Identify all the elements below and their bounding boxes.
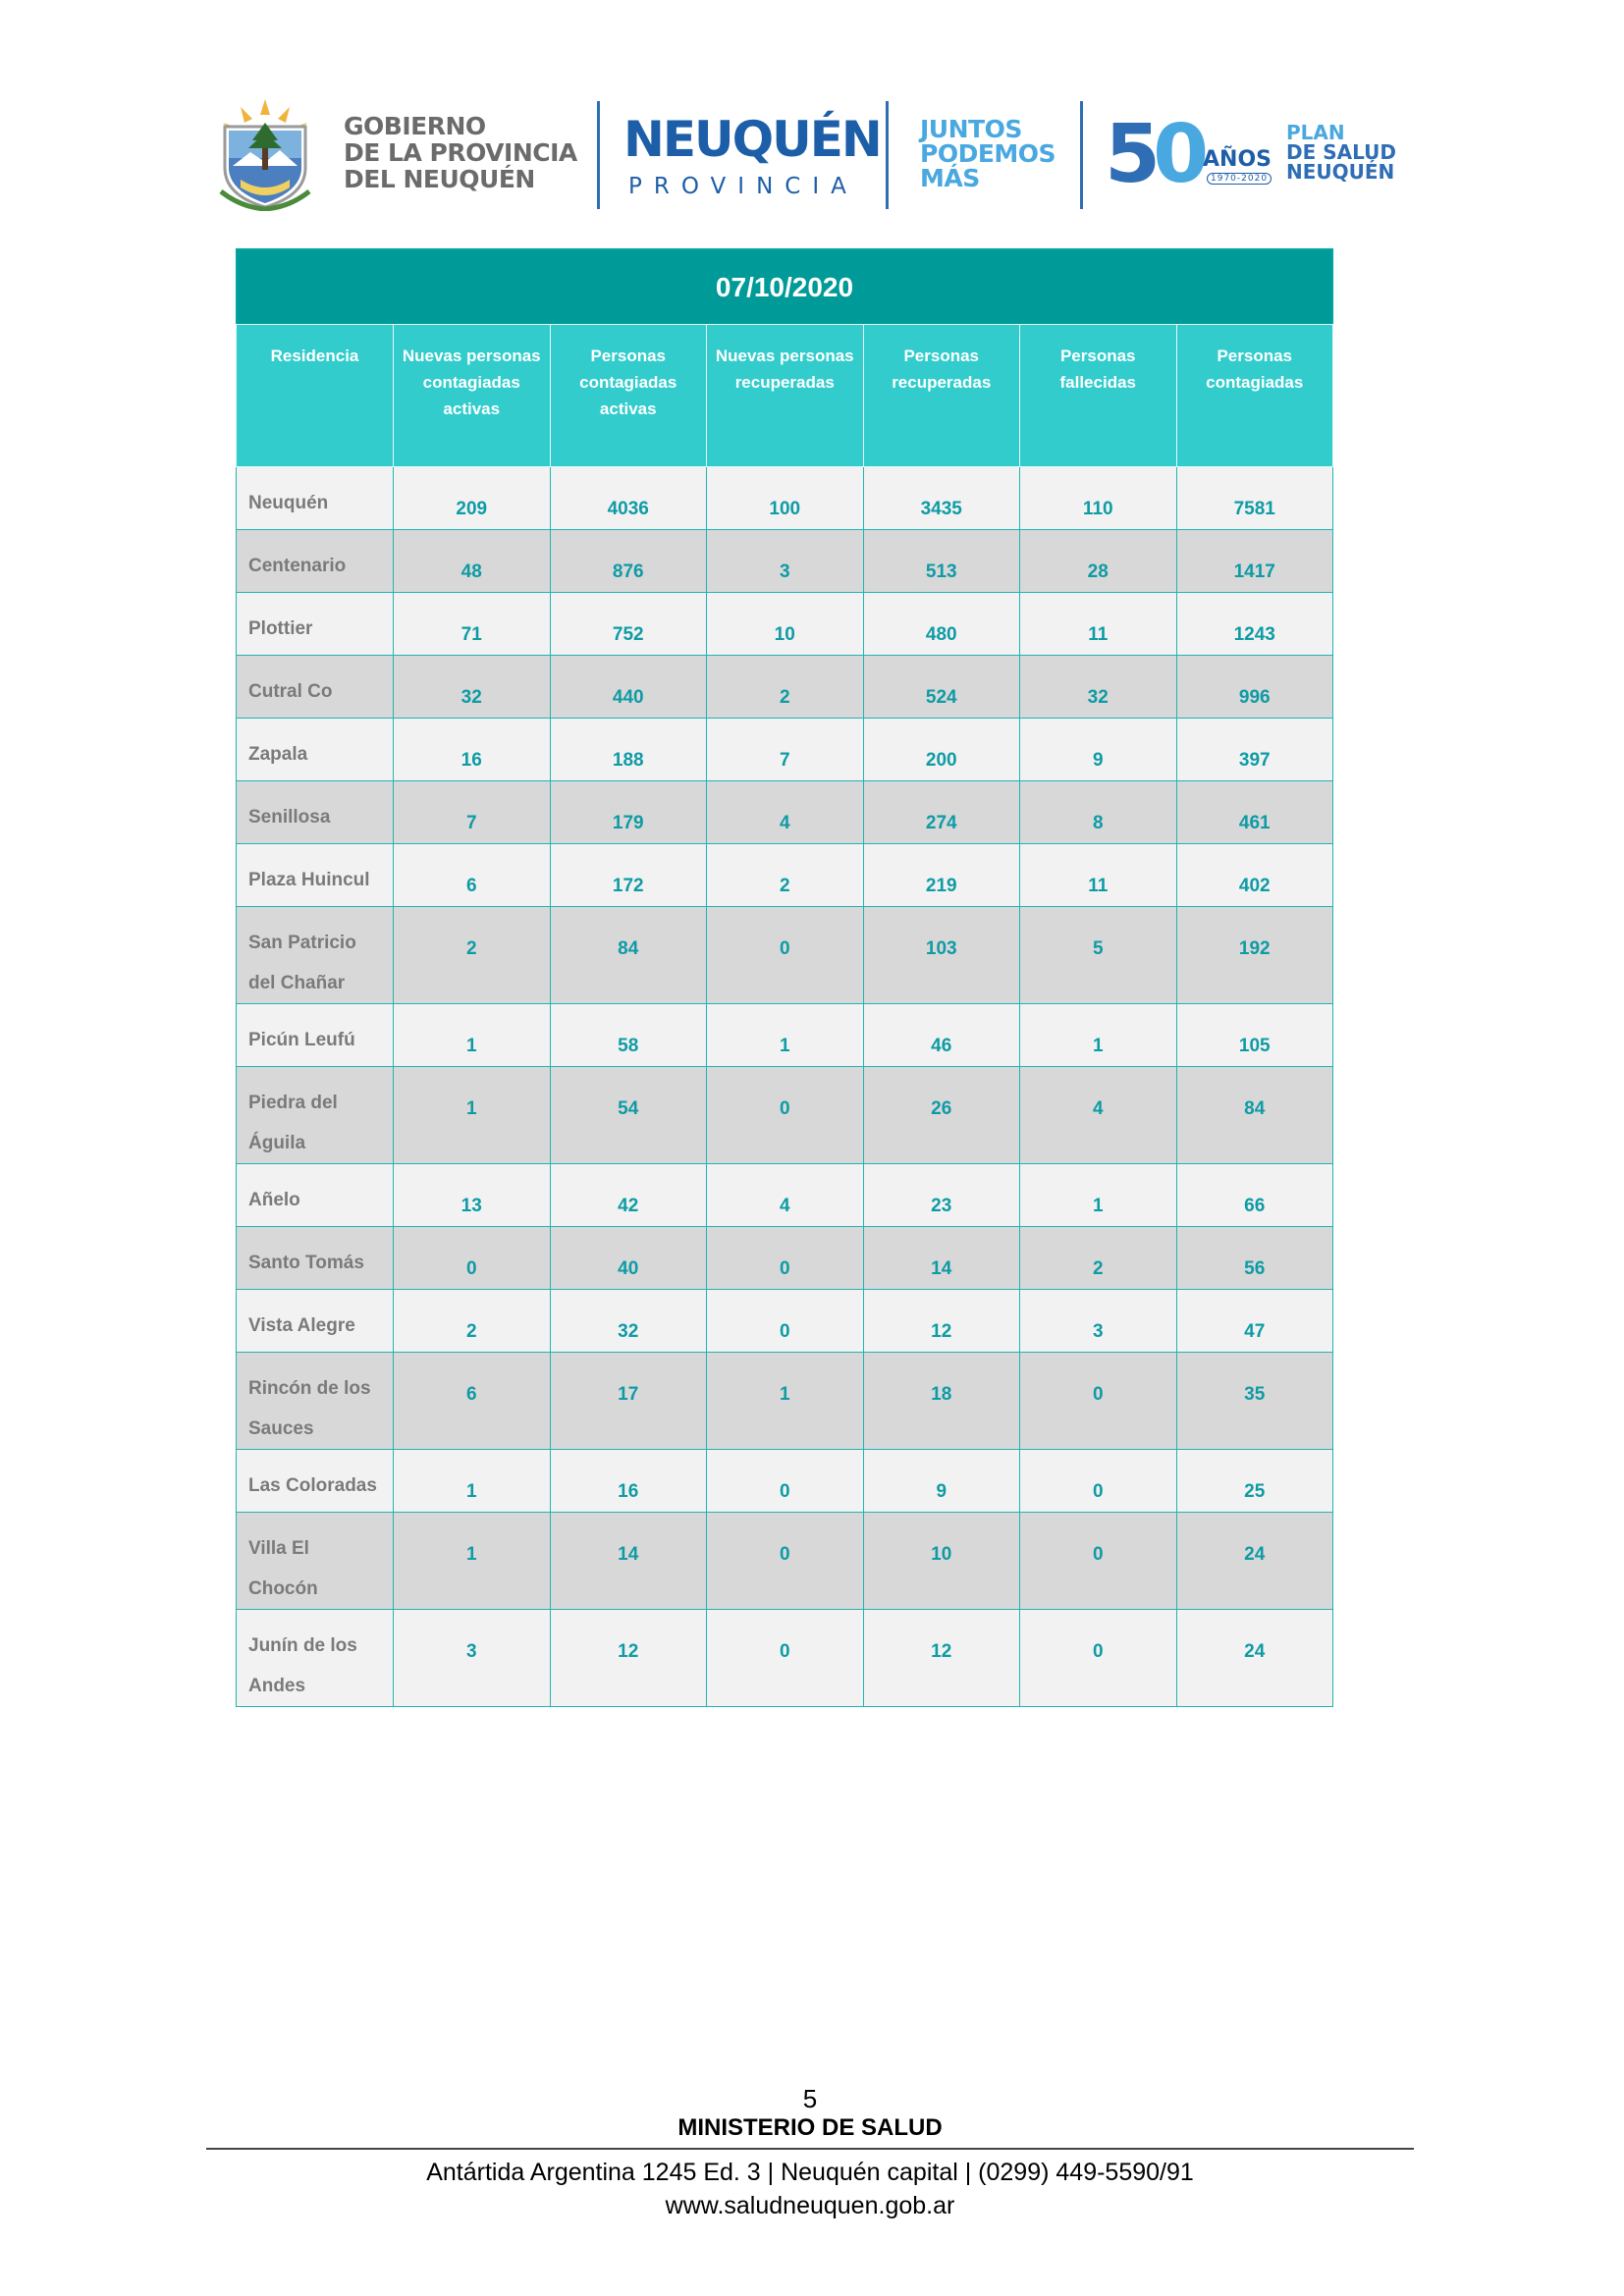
- value-cell: 0: [1020, 1353, 1177, 1450]
- value-cell: 0: [707, 1513, 864, 1610]
- value-cell: 3: [394, 1610, 551, 1707]
- value-cell: 13: [394, 1164, 551, 1227]
- value-cell: 32: [550, 1290, 707, 1353]
- value-cell: 84: [550, 907, 707, 1004]
- residence-cell: Neuquén: [237, 467, 394, 530]
- value-cell: 402: [1176, 844, 1333, 907]
- value-cell: 100: [707, 467, 864, 530]
- value-cell: 35: [1176, 1353, 1333, 1450]
- value-cell: 1417: [1176, 530, 1333, 593]
- table-date-title: 07/10/2020: [236, 248, 1333, 324]
- value-cell: 10: [863, 1513, 1020, 1610]
- value-cell: 6: [394, 844, 551, 907]
- residence-cell: Villa El Chocón: [237, 1513, 394, 1610]
- value-cell: 2: [707, 844, 864, 907]
- value-cell: 461: [1176, 781, 1333, 844]
- residence-cell: Zapala: [237, 719, 394, 781]
- value-cell: 8: [1020, 781, 1177, 844]
- table-header-row: [237, 325, 1333, 467]
- residence-cell: Cutral Co: [237, 656, 394, 719]
- footer-website: www.saludneuquen.gob.ar: [665, 2192, 955, 2219]
- value-cell: 172: [550, 844, 707, 907]
- column-header: Personas recuperadas: [863, 325, 1020, 467]
- value-cell: 0: [707, 1610, 864, 1707]
- value-cell: 28: [1020, 530, 1177, 593]
- table-row: [237, 1513, 1333, 1610]
- value-cell: 2: [707, 656, 864, 719]
- value-cell: 16: [550, 1450, 707, 1513]
- value-cell: 110: [1020, 467, 1177, 530]
- residence-cell: Centenario: [237, 530, 394, 593]
- value-cell: 66: [1176, 1164, 1333, 1227]
- column-header: Personas contagiadas activas: [550, 325, 707, 467]
- value-cell: 3: [1020, 1290, 1177, 1353]
- residence-cell: Plottier: [237, 593, 394, 656]
- residence-cell: Santo Tomás: [237, 1227, 394, 1290]
- value-cell: 17: [550, 1353, 707, 1450]
- footer-address: Antártida Argentina 1245 Ed. 3 | Neuquén capital | (0299) 449-5590/91: [426, 2159, 1194, 2186]
- value-cell: 105: [1176, 1004, 1333, 1067]
- residence-cell: Rincón de los Sauces: [237, 1353, 394, 1450]
- value-cell: 56: [1176, 1227, 1333, 1290]
- value-cell: 84: [1176, 1067, 1333, 1164]
- neuquen-logo-subtitle: PROVINCIA: [628, 174, 858, 199]
- residence-cell: Añelo: [237, 1164, 394, 1227]
- value-cell: 7: [707, 719, 864, 781]
- column-header: Nuevas personas recuperadas: [707, 325, 864, 467]
- years-range: 1970-2020: [1207, 173, 1272, 185]
- residence-cell: Las Coloradas: [237, 1450, 394, 1513]
- value-cell: 1: [1020, 1164, 1177, 1227]
- value-cell: 1: [707, 1353, 864, 1450]
- value-cell: 274: [863, 781, 1020, 844]
- value-cell: 54: [550, 1067, 707, 1164]
- value-cell: 42: [550, 1164, 707, 1227]
- page-header: [206, 93, 1404, 221]
- value-cell: 58: [550, 1004, 707, 1067]
- anos-label: AÑOS: [1203, 147, 1272, 172]
- table-row: [237, 719, 1333, 781]
- value-cell: 4: [707, 1164, 864, 1227]
- value-cell: 397: [1176, 719, 1333, 781]
- value-cell: 4036: [550, 467, 707, 530]
- value-cell: 18: [863, 1353, 1020, 1450]
- residence-cell: Vista Alegre: [237, 1290, 394, 1353]
- header-divider: [597, 101, 600, 209]
- header-divider: [886, 101, 889, 209]
- value-cell: 219: [863, 844, 1020, 907]
- value-cell: 47: [1176, 1290, 1333, 1353]
- value-cell: 24: [1176, 1513, 1333, 1610]
- residence-cell: Junín de los Andes: [237, 1610, 394, 1707]
- value-cell: 9: [863, 1450, 1020, 1513]
- value-cell: 0: [707, 1067, 864, 1164]
- value-cell: 32: [1020, 656, 1177, 719]
- value-cell: 200: [863, 719, 1020, 781]
- value-cell: 12: [863, 1290, 1020, 1353]
- covid-cases-table: [236, 248, 1333, 1707]
- value-cell: 524: [863, 656, 1020, 719]
- juntos-podemos-mas-slogan: JUNTOS PODEMOS MÁS: [920, 115, 1056, 192]
- column-header: Personas contagiadas: [1176, 325, 1333, 467]
- value-cell: 0: [1020, 1513, 1177, 1610]
- value-cell: 480: [863, 593, 1020, 656]
- column-header: Nuevas personas contagiadas activas: [394, 325, 551, 467]
- column-header: Personas fallecidas: [1020, 325, 1177, 467]
- column-header: Residencia: [237, 325, 394, 467]
- value-cell: 9: [1020, 719, 1177, 781]
- neuquen-logo-name: NEUQUÉN: [623, 111, 881, 168]
- value-cell: 188: [550, 719, 707, 781]
- value-cell: 10: [707, 593, 864, 656]
- value-cell: 32: [394, 656, 551, 719]
- value-cell: 103: [863, 907, 1020, 1004]
- table-row: [237, 530, 1333, 593]
- value-cell: 1: [394, 1450, 551, 1513]
- value-cell: 513: [863, 530, 1020, 593]
- value-cell: 1: [394, 1513, 551, 1610]
- table-row: [237, 781, 1333, 844]
- table-row: [237, 467, 1333, 530]
- table-row: [237, 593, 1333, 656]
- value-cell: 3: [707, 530, 864, 593]
- residence-cell: Picún Leufú: [237, 1004, 394, 1067]
- value-cell: 25: [1176, 1450, 1333, 1513]
- residence-cell: Plaza Huincul: [237, 844, 394, 907]
- table-row: [237, 1290, 1333, 1353]
- value-cell: 4: [707, 781, 864, 844]
- table-row: [237, 1164, 1333, 1227]
- value-cell: 0: [1020, 1450, 1177, 1513]
- value-cell: 23: [863, 1164, 1020, 1227]
- table-row: [237, 1067, 1333, 1164]
- page-number: 5: [802, 2084, 818, 2113]
- value-cell: 0: [394, 1227, 551, 1290]
- table-row: [237, 844, 1333, 907]
- value-cell: 7581: [1176, 467, 1333, 530]
- residence-cell: Senillosa: [237, 781, 394, 844]
- value-cell: 209: [394, 467, 551, 530]
- header-divider: [1080, 101, 1083, 209]
- fifty-number: 50: [1105, 108, 1202, 201]
- table-row: [237, 907, 1333, 1004]
- value-cell: 4: [1020, 1067, 1177, 1164]
- cases-by-residence-table: [236, 324, 1333, 1707]
- value-cell: 876: [550, 530, 707, 593]
- table-row: [237, 1227, 1333, 1290]
- value-cell: 7: [394, 781, 551, 844]
- province-coat-of-arms-icon: [211, 97, 319, 211]
- value-cell: 1243: [1176, 593, 1333, 656]
- value-cell: 3435: [863, 467, 1020, 530]
- value-cell: 0: [707, 907, 864, 1004]
- value-cell: 24: [1176, 1610, 1333, 1707]
- value-cell: 11: [1020, 593, 1177, 656]
- value-cell: 1: [707, 1004, 864, 1067]
- government-name: GOBIERNO DE LA PROVINCIA DEL NEUQUÉN: [344, 112, 577, 193]
- value-cell: 0: [707, 1227, 864, 1290]
- residence-cell: San Patricio del Chañar: [237, 907, 394, 1004]
- health-plan-name: PLAN DE SALUD NEUQUÉN: [1286, 121, 1396, 184]
- residence-cell: Piedra del Águila: [237, 1067, 394, 1164]
- value-cell: 11: [1020, 844, 1177, 907]
- value-cell: 192: [1176, 907, 1333, 1004]
- value-cell: 2: [394, 1290, 551, 1353]
- value-cell: 46: [863, 1004, 1020, 1067]
- value-cell: 1: [394, 1004, 551, 1067]
- table-row: [237, 656, 1333, 719]
- value-cell: 440: [550, 656, 707, 719]
- value-cell: 0: [707, 1450, 864, 1513]
- value-cell: 2: [394, 907, 551, 1004]
- value-cell: 0: [1020, 1610, 1177, 1707]
- table-body: [237, 467, 1333, 1707]
- value-cell: 1: [1020, 1004, 1177, 1067]
- value-cell: 40: [550, 1227, 707, 1290]
- value-cell: 996: [1176, 656, 1333, 719]
- value-cell: 26: [863, 1067, 1020, 1164]
- value-cell: 14: [863, 1227, 1020, 1290]
- value-cell: 16: [394, 719, 551, 781]
- value-cell: 179: [550, 781, 707, 844]
- table-row: [237, 1004, 1333, 1067]
- value-cell: 71: [394, 593, 551, 656]
- table-row: [237, 1450, 1333, 1513]
- value-cell: 5: [1020, 907, 1177, 1004]
- value-cell: 0: [707, 1290, 864, 1353]
- value-cell: 2: [1020, 1227, 1177, 1290]
- table-row: [237, 1610, 1333, 1707]
- value-cell: 1: [394, 1067, 551, 1164]
- value-cell: 752: [550, 593, 707, 656]
- page-footer: [206, 2083, 1414, 2222]
- table-row: [237, 1353, 1333, 1450]
- value-cell: 48: [394, 530, 551, 593]
- fifty-years-health-plan-logo: [1105, 108, 1404, 201]
- value-cell: 12: [550, 1610, 707, 1707]
- value-cell: 12: [863, 1610, 1020, 1707]
- value-cell: 14: [550, 1513, 707, 1610]
- footer-divider: [206, 2148, 1414, 2150]
- value-cell: 6: [394, 1353, 551, 1450]
- ministry-name: MINISTERIO DE SALUD: [677, 2114, 943, 2141]
